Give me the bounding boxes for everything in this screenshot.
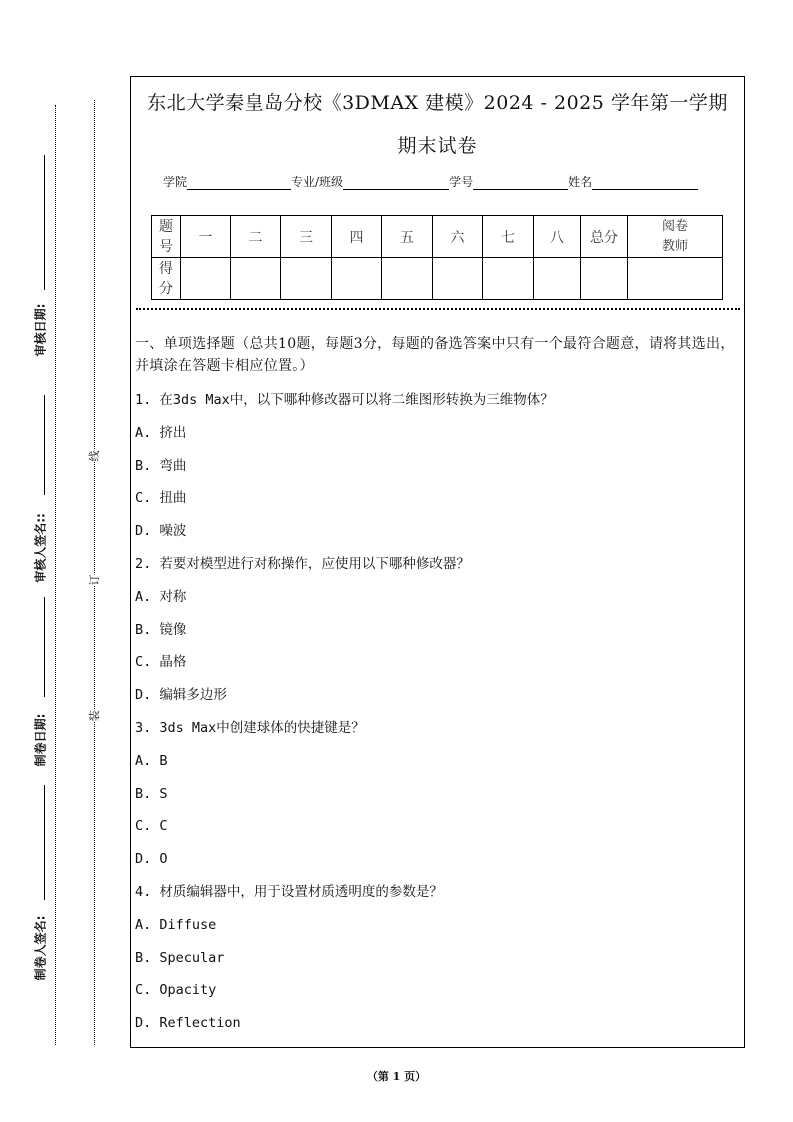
col-4: 四	[332, 216, 382, 258]
question-1-option-d: D. 噪波	[135, 523, 187, 540]
score-cell[interactable]	[534, 258, 581, 300]
question-number-header: 题 号	[152, 216, 181, 258]
score-table-score-row	[152, 258, 723, 300]
score-cell[interactable]	[433, 258, 483, 300]
score-row-header: 得 分	[152, 258, 181, 300]
name-field[interactable]	[592, 177, 698, 190]
col-5: 五	[382, 216, 433, 258]
student-id-label: 学号	[449, 175, 474, 189]
question-2-option-d: D. 编辑多边形	[135, 687, 227, 704]
col-6: 六	[433, 216, 483, 258]
question-3-option-a: A. B	[135, 752, 168, 769]
score-cell[interactable]	[181, 258, 231, 300]
exam-title: 东北大学秦皇岛分校《3DMAX 建模》2024 - 2025 学年第一学期	[147, 92, 728, 114]
score-cell[interactable]	[332, 258, 382, 300]
question-2-option-a: A. 对称	[135, 588, 187, 605]
score-cell-grader[interactable]	[628, 258, 723, 300]
question-3-option-d: D. O	[135, 851, 168, 868]
question-1: 1. 在3ds Max中，以下哪种修改器可以将二维图形转换为三维物体？	[135, 392, 554, 408]
col-total: 总分	[581, 216, 628, 258]
score-cell[interactable]	[382, 258, 433, 300]
maker-sign-underline	[44, 785, 45, 900]
question-1-option-c: C. 扭曲	[135, 490, 187, 507]
reviewer-sign-underline	[44, 395, 45, 495]
binding-char-line: 线	[84, 451, 104, 462]
col-3: 三	[281, 216, 332, 258]
col-2: 二	[231, 216, 281, 258]
question-3-option-c: C. C	[135, 818, 168, 835]
binding-char-pack: 装	[84, 711, 104, 722]
score-cell[interactable]	[231, 258, 281, 300]
score-cell[interactable]	[483, 258, 534, 300]
review-date-underline	[44, 155, 45, 290]
question-2-option-b: B. 镜像	[135, 621, 187, 638]
make-date-label: 制卷日期:	[33, 713, 48, 767]
review-date-label: 审核日期:	[33, 303, 48, 357]
question-4-option-a: A. Diffuse	[135, 916, 217, 933]
student-info-row	[163, 173, 698, 190]
student-id-field[interactable]	[473, 177, 568, 190]
score-table-header-row	[152, 216, 723, 258]
exam-subtitle: 期末试卷	[397, 135, 478, 157]
question-3: 3. 3ds Max中创建球体的快捷键是？	[135, 719, 365, 736]
reviewer-sign-label: 审核人签名::	[33, 513, 48, 583]
question-4-option-b: B. Specular	[135, 949, 225, 966]
question-4-option-d: D. Reflection	[135, 1015, 241, 1032]
major-class-label: 专业/班级	[291, 175, 344, 189]
question-3-option-b: B. S	[135, 785, 168, 802]
exam-content	[135, 333, 740, 1040]
col-8: 八	[534, 216, 581, 258]
binding-dotted-line-outer	[55, 105, 56, 1045]
question-1-option-b: B. 弯曲	[135, 457, 187, 474]
binding-dotted-line-inner	[94, 100, 95, 1045]
score-cell-total[interactable]	[581, 258, 628, 300]
college-field[interactable]	[187, 177, 291, 190]
maker-sign-label: 制卷人签名:	[33, 915, 48, 981]
question-4-option-c: C. Opacity	[135, 982, 217, 999]
score-table	[151, 215, 723, 300]
college-label: 学院	[163, 175, 188, 189]
col-grader: 阅卷 教师	[628, 216, 723, 258]
major-class-field[interactable]	[343, 177, 449, 190]
page-number: （第 1 页）	[366, 1070, 427, 1083]
col-1: 一	[181, 216, 231, 258]
make-date-underline	[44, 597, 45, 697]
question-2: 2. 若要对模型进行对称操作，应使用以下哪种修改器？	[135, 555, 470, 572]
name-label: 姓名	[568, 175, 593, 189]
section-divider-dotted	[136, 308, 740, 310]
score-cell[interactable]	[281, 258, 332, 300]
question-4: 4. 材质编辑器中，用于设置材质透明度的参数是？	[135, 883, 443, 900]
question-1-option-a: A. 挤出	[135, 424, 187, 441]
section-heading: 一、单项选择题（总共10题，每题3分，每题的备选答案中只有一个最符合题意，请将其选出，并填涂在答题卡相应位置。）	[135, 336, 735, 374]
question-2-option-c: C. 晶格	[135, 654, 187, 671]
binding-char-order: 订	[84, 575, 104, 586]
col-7: 七	[483, 216, 534, 258]
